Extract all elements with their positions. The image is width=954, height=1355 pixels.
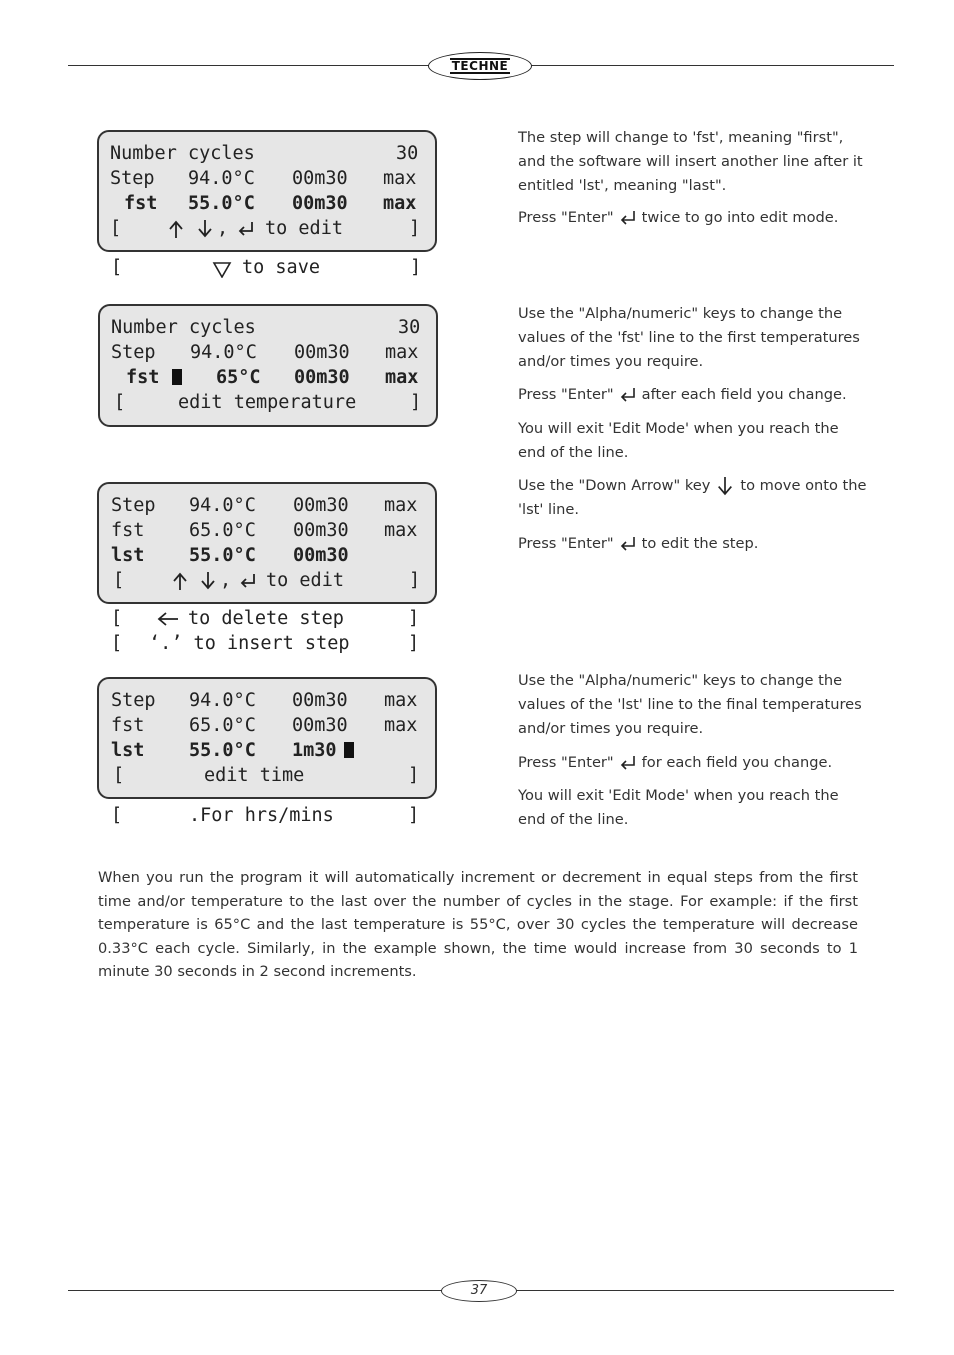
text-cursor: [344, 742, 354, 758]
enter-icon: [618, 754, 638, 772]
logo-text: TECHNE: [451, 59, 509, 73]
techne-logo: [428, 52, 532, 80]
lcd-screen-4: [97, 677, 437, 799]
down-arrow-icon: [200, 571, 216, 590]
lcd-prompt-line: [ edit temperature ]: [114, 392, 422, 413]
lcd-line-selected: lst 55.0°C 1m30: [99, 738, 435, 763]
instruction-text: The step will change to 'fst', meaning "first", and the software will insert another line after it entitled 'lst', meaning "last".: [518, 129, 863, 194]
instruction-text: Press "Enter" after each field you change.: [518, 386, 847, 403]
instruction-text: Press "Enter" to edit the step.: [518, 535, 759, 552]
instruction-text: Use the "Alpha/numeric" keys to change the values of the 'lst' line to the final temperatures and/or times you require.: [518, 672, 862, 737]
lcd-line: Step 94.0°C 00m30 max: [111, 342, 419, 363]
lcd-line: Step 94.0°C 00m30 max: [111, 690, 418, 711]
page-number: 37: [441, 1280, 517, 1302]
lcd-screen-1: [97, 130, 437, 252]
up-arrow-icon: [172, 572, 188, 591]
text-cursor: [172, 369, 182, 385]
instruction-text: You will exit 'Edit Mode' when you reach the end of the line.: [518, 787, 839, 828]
enter-icon: [618, 535, 638, 553]
instruction-text: Use the "Down Arrow" key to move onto the 'lst' line.: [518, 477, 867, 518]
left-arrow-icon: [157, 611, 179, 627]
lcd-hint-line: [ to save ]: [111, 257, 422, 278]
lcd-hint-line: [ .For hrs/mins ]: [111, 805, 420, 826]
enter-icon: [618, 386, 638, 404]
lcd-prompt-line: [ , to edit ]: [110, 218, 421, 239]
lcd-line: fst 65.0°C 00m30 max: [111, 520, 418, 541]
triangle-down-icon: [212, 261, 232, 278]
lcd-line: Number cycles 30: [110, 143, 419, 164]
lcd-line: Step 94.0°C 00m30 max: [110, 168, 417, 189]
enter-icon: [239, 572, 257, 590]
instruction-text: Press "Enter" for each field you change.: [518, 754, 833, 771]
lcd-line: Step 94.0°C 00m30 max: [111, 495, 418, 516]
lcd-line: Number cycles 30: [111, 317, 421, 338]
lcd-hint-line: [ ‘.’ to insert step ]: [111, 633, 420, 654]
instruction-text: You will exit 'Edit Mode' when you reach the end of the line.: [518, 420, 839, 461]
enter-icon: [237, 220, 255, 238]
body-paragraph: When you run the program it will automatically increment or decrement in equal steps from the first time and/or temperature to the last over the number of cycles in the stage. For example: if the first temperature is 65°C and the last temperature is 55°C, over 30 cycles the temperature will decrease 0.33°C each cycle. Similarly, in the example shown, the time would increase from 30 seconds to 1 minute 30 seconds in 2 second increments.: [98, 869, 858, 981]
lcd-hint-line: [ to delete step ]: [111, 608, 420, 629]
down-arrow-icon: [714, 476, 736, 496]
instruction-text: Press "Enter" twice to go into edit mode.: [518, 209, 839, 226]
lcd-line-selected: lst 55.0°C 00m30: [111, 545, 349, 566]
enter-icon: [618, 209, 638, 227]
instruction-text: Use the "Alpha/numeric" keys to change the values of the 'fst' line to the first temperatures and/or times you require.: [518, 305, 860, 370]
lcd-prompt-line: [ edit time ]: [113, 765, 420, 786]
lcd-line-selected: fst 55.0°C 00m30 max: [124, 193, 417, 214]
lcd-screen-3: [97, 482, 437, 604]
lcd-line: fst 65.0°C 00m30 max: [111, 715, 418, 736]
lcd-prompt-line: [ , to edit ]: [113, 570, 421, 591]
down-arrow-icon: [197, 219, 213, 238]
lcd-line-selected: fst 65°C 00m30 max: [126, 367, 419, 388]
up-arrow-icon: [168, 220, 184, 239]
lcd-screen-2: [98, 304, 438, 427]
